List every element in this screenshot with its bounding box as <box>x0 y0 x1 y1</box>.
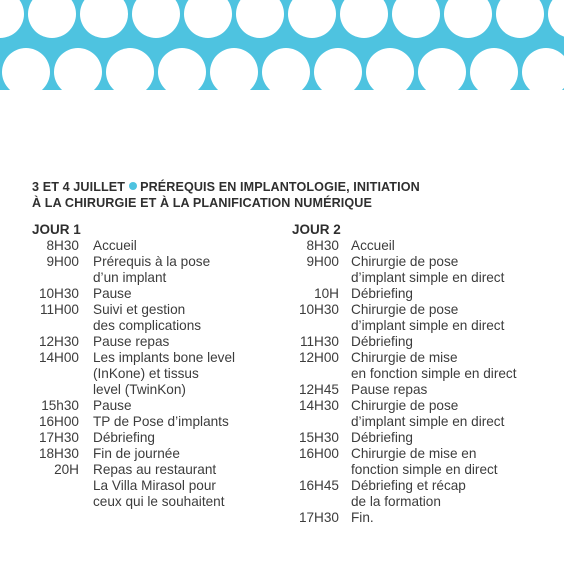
schedule-row <box>32 478 302 494</box>
schedule-time: 10H30 <box>38 286 79 301</box>
schedule-activity: (InKone) et tissus <box>93 366 199 381</box>
schedule-activity: d’implant simple en direct <box>351 270 505 285</box>
schedule-row <box>292 430 562 446</box>
bullet-dot-icon <box>129 182 137 190</box>
schedule-row <box>292 270 562 286</box>
schedule-activity: Fin de journée <box>93 446 180 461</box>
schedule-row <box>32 270 302 286</box>
schedule-activity: Accueil <box>351 238 395 253</box>
day-1-heading: JOUR 1 <box>32 222 81 237</box>
schedule-row <box>292 494 562 510</box>
schedule-activity: Chirurgie de pose <box>351 254 459 269</box>
schedule-row <box>32 286 302 302</box>
schedule-row <box>32 334 302 350</box>
schedule-time: 20H <box>54 462 79 477</box>
schedule-time: 9H00 <box>46 254 79 269</box>
schedule-row <box>292 302 562 318</box>
event-title <box>32 179 532 211</box>
schedule-time: 8H30 <box>46 238 79 253</box>
schedule-activity: La Villa Mirasol pour <box>93 478 216 493</box>
schedule-row <box>32 430 302 446</box>
schedule-activity: d’un implant <box>93 270 167 285</box>
schedule-time <box>32 494 79 510</box>
schedule-activity: Chirurgie de mise en <box>351 446 477 461</box>
schedule-time: 14H00 <box>38 350 79 365</box>
schedule-activity: Pause repas <box>351 382 428 397</box>
schedule-time: 17H30 <box>38 430 79 445</box>
title-line-2: À LA CHIRURGIE ET À LA PLANIFICATION NUMÉRIQUE <box>32 196 372 210</box>
schedule-row <box>292 414 562 430</box>
schedule-activity: Suivi et gestion <box>93 302 186 317</box>
schedule-time: 8H30 <box>306 238 339 253</box>
schedule-time: 15h30 <box>41 398 79 413</box>
schedule-activity: Pause repas <box>93 334 170 349</box>
schedule-row <box>292 286 562 302</box>
schedule-row <box>32 302 302 318</box>
schedule-activity: Fin. <box>351 510 374 525</box>
event-date: 3 ET 4 JUILLET <box>32 180 126 194</box>
schedule-activity: des complications <box>93 318 202 333</box>
schedule-activity: Prérequis à la pose <box>93 254 211 269</box>
schedule-row <box>32 446 302 462</box>
schedule-activity: en fonction simple en direct <box>351 366 517 381</box>
schedule-time <box>292 462 339 478</box>
schedule-row <box>32 318 302 334</box>
day-1-schedule <box>32 222 302 510</box>
schedule-row <box>292 334 562 350</box>
schedule-activity: Chirurgie de pose <box>351 302 459 317</box>
schedule-activity: ceux qui le souhaitent <box>93 494 225 509</box>
schedule-activity: TP de Pose d’implants <box>93 414 229 429</box>
schedule-activity: Accueil <box>93 238 137 253</box>
schedule-activity: Pause <box>93 286 132 301</box>
schedule-activity: Débriefing <box>93 430 155 445</box>
schedule-time: 9H00 <box>306 254 339 269</box>
schedule-row <box>292 382 562 398</box>
schedule-row <box>292 254 562 270</box>
schedule-time: 16H45 <box>298 478 339 493</box>
schedule-time <box>32 478 79 494</box>
schedule-activity: Débriefing <box>351 334 413 349</box>
schedule-row <box>32 254 302 270</box>
schedule-time: 11H00 <box>39 302 79 317</box>
schedule-time: 10H <box>314 286 339 301</box>
schedule-activity: Débriefing <box>351 286 413 301</box>
schedule-activity: Débriefing <box>351 430 413 445</box>
schedule-time: 10H30 <box>298 302 339 317</box>
day-2-schedule <box>292 222 562 526</box>
schedule-time <box>292 270 339 286</box>
day-2-heading: JOUR 2 <box>292 222 341 237</box>
schedule-row <box>292 366 562 382</box>
schedule-time <box>292 366 339 382</box>
schedule-time: 18H30 <box>38 446 79 461</box>
schedule-time: 12H30 <box>38 334 79 349</box>
schedule-row <box>292 478 562 494</box>
schedule-row <box>292 446 562 462</box>
decorative-banner <box>0 0 564 90</box>
schedule-activity: Les implants bone level <box>93 350 236 365</box>
schedule-row <box>32 382 302 398</box>
schedule-activity: fonction simple en direct <box>351 462 498 477</box>
schedule-row <box>32 494 302 510</box>
schedule-time <box>32 366 79 382</box>
schedule-row <box>32 398 302 414</box>
schedule-time: 11H30 <box>299 334 339 349</box>
schedule-row <box>32 350 302 366</box>
schedule-time: 15H30 <box>298 430 339 445</box>
schedule-time <box>32 318 79 334</box>
schedule-time <box>32 270 79 286</box>
schedule-time: 12H00 <box>298 350 339 365</box>
schedule-row <box>32 462 302 478</box>
schedule-row <box>292 510 562 526</box>
schedule-time: 12H45 <box>298 382 339 397</box>
schedule-time <box>292 414 339 430</box>
schedule-time <box>292 318 339 334</box>
schedule-row <box>32 414 302 430</box>
schedule-activity: de la formation <box>351 494 441 509</box>
schedule-activity: Chirurgie de pose <box>351 398 459 413</box>
schedule-activity: level (TwinKon) <box>93 382 186 397</box>
schedule-row <box>32 366 302 382</box>
schedule-activity: d’implant simple en direct <box>351 318 505 333</box>
schedule-activity: Débriefing et récap <box>351 478 466 493</box>
schedule-row <box>32 238 302 254</box>
schedule-time: 16H00 <box>38 414 79 429</box>
schedule-time: 16H00 <box>298 446 339 461</box>
schedule-row <box>292 318 562 334</box>
schedule-row <box>292 398 562 414</box>
schedule-activity: Chirurgie de mise <box>351 350 458 365</box>
schedule-activity: Repas au restaurant <box>93 462 217 477</box>
schedule-row <box>292 350 562 366</box>
schedule-time: 17H30 <box>298 510 339 525</box>
title-line-1: PRÉREQUIS EN IMPLANTOLOGIE, INITIATION <box>140 180 420 194</box>
schedule-row <box>292 238 562 254</box>
schedule-activity: d’implant simple en direct <box>351 414 505 429</box>
schedule-activity: Pause <box>93 398 132 413</box>
schedule-time <box>32 382 79 398</box>
schedule-time <box>292 494 339 510</box>
schedule-time: 14H30 <box>298 398 339 413</box>
schedule-row <box>292 462 562 478</box>
